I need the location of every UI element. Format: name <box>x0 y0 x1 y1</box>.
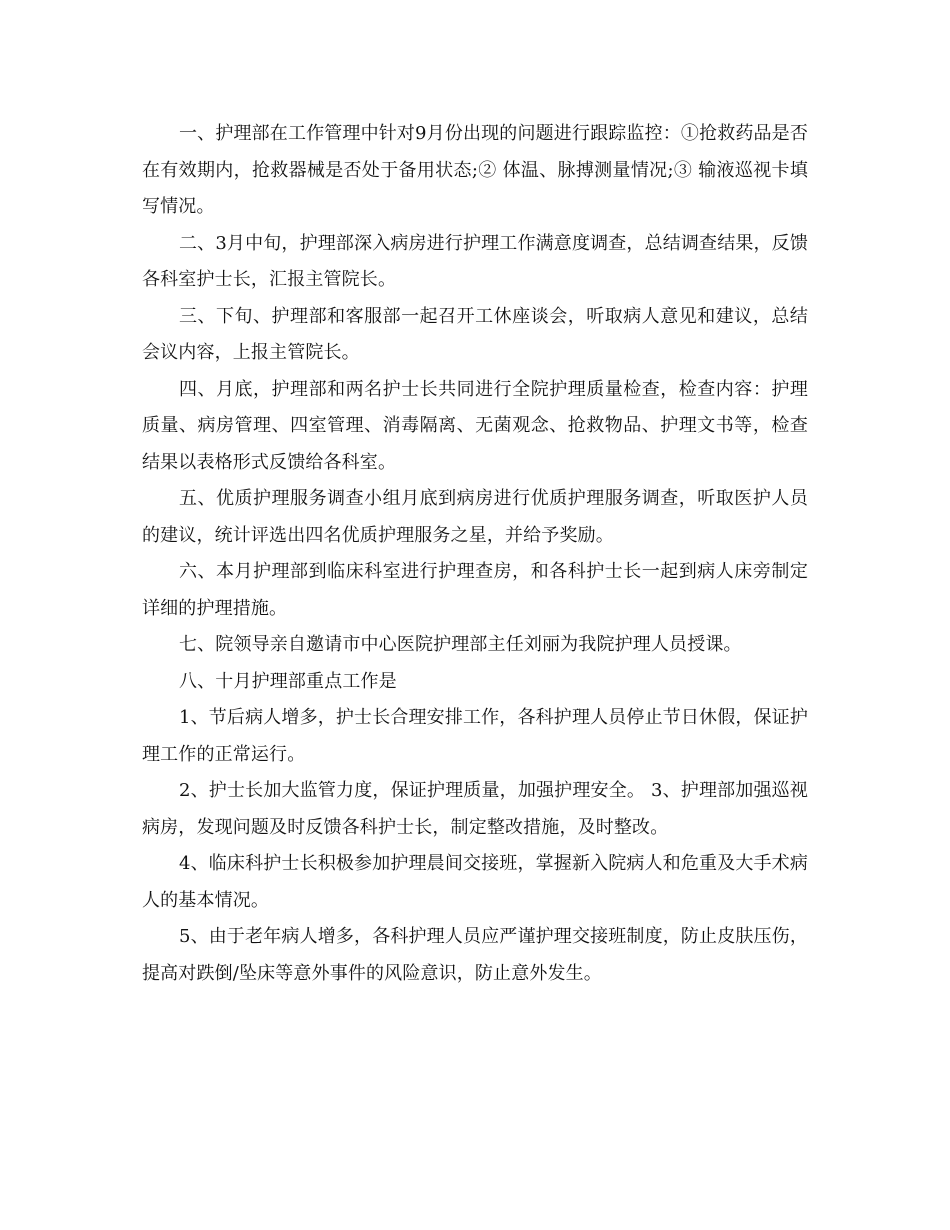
paragraph-5: 五、优质护理服务调查小组月底到病房进行优质护理服务调查，听取医护人员的建议，统计评选出四名优质护理服务之星，并给予奖励。 <box>142 488 808 546</box>
paragraph-9: 1、节后病人增多，护士长合理安排工作，各科护理人员停止节日休假，保证护理工作的正常运行。 <box>142 707 808 765</box>
paragraph-3: 三、下旬、护理部和客服部一起召开工休座谈会，听取病人意见和建议，总结会议内容，上报主管院长。 <box>142 305 808 363</box>
document-body <box>142 116 808 992</box>
paragraph-8: 八、十月护理部重点工作是 <box>179 670 397 692</box>
paragraph-4: 四、月底，护理部和两名护士长共同进行全院护理质量检查，检查内容：护理质量、病房管理、四室管理、消毒隔离、无菌观念、抢救物品、护理文书等，检查结果以表格形式反馈给各科室。 <box>142 378 808 473</box>
paragraph-11: 4、临床科护士长积极参加护理晨间交接班，掌握新入院病人和危重及大手术病人的基本情况。 <box>142 853 808 911</box>
paragraph-1: 一、护理部在工作管理中针对9月份出现的问题进行跟踪监控：①抢救药品是否在有效期内，抢救器械是否处于备用状态;② 体温、脉搏测量情况;③ 输液巡视卡填写情况。 <box>142 123 808 217</box>
paragraph-12: 5、由于老年病人增多，各科护理人员应严谨护理交接班制度，防止皮肤压伤，提高对跌倒/坠床等意外事件的风险意识，防止意外发生。 <box>142 926 808 984</box>
paragraph-7: 七、院领导亲自邀请市中心医院护理部主任刘丽为我院护理人员授课。 <box>179 634 742 655</box>
paragraph-10: 2、护士长加大监管力度，保证护理质量，加强护理安全。 3、护理部加强巡视病房，发现问题及时反馈各科护士长，制定整改措施，及时整改。 <box>142 780 808 838</box>
paragraph-6: 六、本月护理部到临床科室进行护理查房，和各科护士长一起到病人床旁制定详细的护理措施。 <box>142 561 808 619</box>
paragraph-2: 二、3月中旬，护理部深入病房进行护理工作满意度调查，总结调查结果，反馈各科室护士长，汇报主管院长。 <box>142 232 808 290</box>
